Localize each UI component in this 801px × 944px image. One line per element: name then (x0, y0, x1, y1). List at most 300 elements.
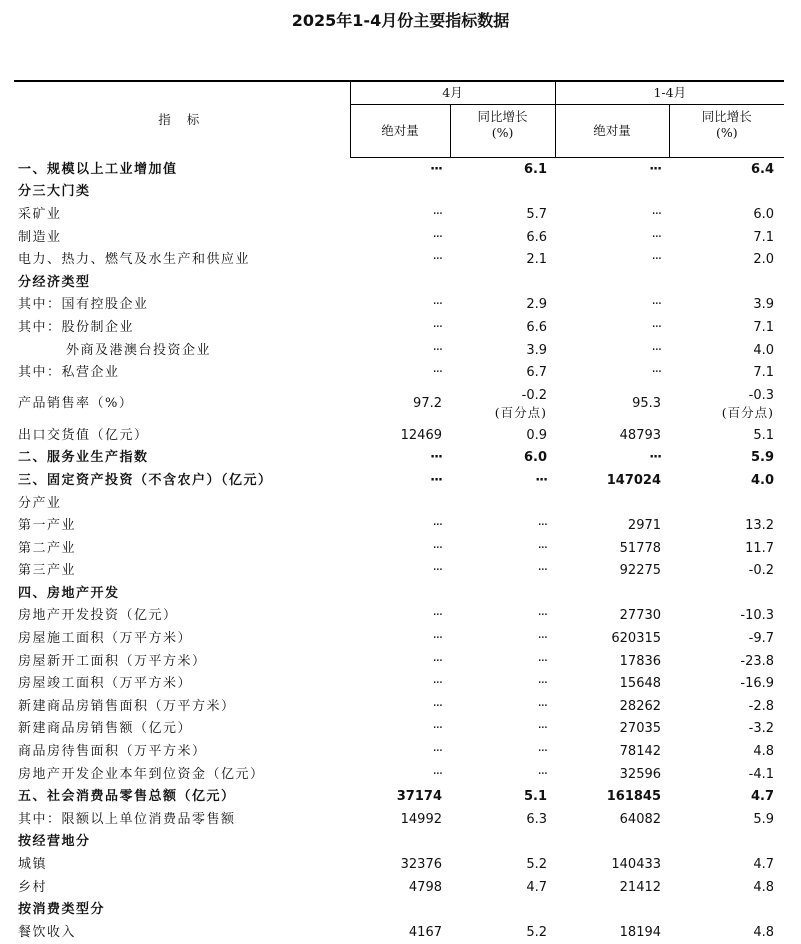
row-label: 第三产业 (18, 563, 77, 579)
header-april-absolute: 绝对量 (350, 105, 450, 158)
cell-value: 92275 (619, 563, 662, 579)
table-body (14, 158, 784, 944)
cell-april-yoy (450, 808, 555, 831)
cell-value: ··· (432, 676, 442, 692)
cell-value: ··· (432, 319, 442, 335)
cell-value: 3.9 (753, 297, 775, 313)
cell-april-absolute (350, 316, 450, 339)
row-label: 房屋竣工面积（万平方米） (18, 676, 193, 692)
table-row (14, 514, 784, 537)
cell-value: 15648 (619, 676, 662, 692)
cell-value: ··· (432, 518, 442, 534)
header-april-yoy-line1: 同比增长 (477, 109, 528, 124)
row-label: 第一产业 (18, 518, 77, 534)
cell-value: 4.0 (753, 342, 775, 358)
cell-value: 4.7 (526, 879, 548, 895)
cell-ytd-absolute (555, 514, 669, 537)
row-label: 其中：限额以上单位消费品零售额 (18, 811, 236, 827)
cell-ytd-yoy (669, 447, 784, 470)
table-row (14, 672, 784, 695)
row-label: 出口交货值（亿元） (18, 427, 149, 443)
cell-value: 2.1 (526, 252, 548, 268)
cell-ytd-absolute (555, 447, 669, 470)
table-row (14, 361, 784, 384)
table-row (14, 763, 784, 786)
cell-ytd-absolute (555, 361, 669, 384)
table-row (14, 158, 784, 181)
cell-ytd-yoy (669, 560, 784, 583)
cell-ytd-yoy (669, 339, 784, 362)
cell-april-yoy (450, 447, 555, 470)
cell-ytd-absolute (555, 763, 669, 786)
cell-value: ··· (432, 206, 442, 222)
cell-ytd-yoy (669, 718, 784, 741)
cell-ytd-yoy (669, 695, 784, 718)
cell-value: -0.3 (748, 387, 775, 403)
cell-april-absolute (350, 831, 450, 854)
cell-ytd-yoy (669, 808, 784, 831)
cell-value: ··· (432, 631, 442, 647)
cell-april-absolute (350, 158, 450, 181)
cell-value: ··· (537, 676, 548, 692)
cell-value: ··· (432, 563, 442, 579)
table-row (14, 384, 784, 424)
cell-value: 6.0 (523, 450, 548, 466)
cell-ytd-yoy (669, 316, 784, 339)
cell-april-yoy (450, 424, 555, 447)
cell-ytd-yoy (669, 921, 784, 944)
cell-ytd-yoy (669, 763, 784, 786)
cell-april-yoy (450, 831, 555, 854)
cell-ytd-yoy (669, 831, 784, 854)
cell-ytd-yoy (669, 785, 784, 808)
cell-april-absolute (350, 808, 450, 831)
cell-april-yoy (450, 469, 555, 492)
cell-value: 4.8 (753, 924, 775, 940)
cell-april-absolute (350, 650, 450, 673)
table-row (14, 740, 784, 763)
table-row (14, 695, 784, 718)
cell-april-yoy (450, 384, 555, 424)
header-period-april: 4月 (350, 81, 555, 105)
table-row (14, 424, 784, 447)
cell-value: ··· (651, 252, 662, 268)
row-label: 五、社会消费品零售总额（亿元） (18, 789, 236, 805)
cell-ytd-yoy (669, 605, 784, 628)
cell-april-yoy (450, 271, 555, 294)
cell-april-yoy (450, 650, 555, 673)
row-label: 制造业 (18, 229, 62, 245)
cell-april-yoy (450, 181, 555, 204)
cell-value: 5.9 (751, 450, 775, 466)
cell-value: 4.8 (753, 744, 775, 760)
cell-value: ··· (537, 766, 548, 782)
row-label: 一、规模以上工业增加值 (18, 161, 178, 177)
cell-value: 28262 (619, 698, 662, 714)
row-label: 新建商品房销售面积（万平方米） (18, 698, 236, 714)
row-label: 其中：国有控股企业 (18, 297, 149, 313)
cell-april-yoy (450, 203, 555, 226)
cell-value: 6.1 (523, 161, 548, 177)
row-label: 产品销售率（%） (18, 396, 134, 412)
cell-value: 620315 (611, 631, 662, 647)
cell-value: 64082 (619, 811, 662, 827)
cell-april-absolute (350, 226, 450, 249)
cell-value: 2.9 (526, 297, 548, 313)
header-april-yoy (450, 105, 555, 158)
cell-value: 12469 (400, 427, 442, 443)
cell-april-yoy (450, 339, 555, 362)
cell-april-yoy (450, 582, 555, 605)
cell-april-yoy (450, 361, 555, 384)
cell-value: ··· (430, 161, 442, 177)
cell-ytd-yoy (669, 740, 784, 763)
cell-value: 21412 (619, 879, 662, 895)
cell-ytd-yoy (669, 384, 784, 424)
cell-value: ··· (430, 450, 442, 466)
table-row (14, 718, 784, 741)
cell-value: 140433 (611, 857, 662, 873)
cell-april-absolute (350, 181, 450, 204)
cell-april-yoy (450, 853, 555, 876)
cell-ytd-absolute (555, 921, 669, 944)
cell-value: ··· (432, 342, 442, 358)
table-row (14, 876, 784, 899)
table-row (14, 294, 784, 317)
cell-value: 5.1 (523, 789, 548, 805)
row-label: 餐饮收入 (18, 924, 77, 940)
cell-ytd-yoy (669, 650, 784, 673)
cell-april-absolute (350, 582, 450, 605)
table-row (14, 248, 784, 271)
cell-april-yoy (450, 294, 555, 317)
cell-ytd-absolute (555, 424, 669, 447)
cell-april-absolute (350, 560, 450, 583)
row-label: 房地产开发投资（亿元） (18, 608, 178, 624)
cell-value: 4.8 (753, 879, 775, 895)
cell-april-absolute (350, 605, 450, 628)
table-row (14, 537, 784, 560)
cell-ytd-yoy (669, 627, 784, 650)
cell-april-absolute (350, 384, 450, 424)
cell-value: ··· (537, 698, 548, 714)
cell-april-absolute (350, 876, 450, 899)
cell-value: ··· (432, 540, 442, 556)
cell-april-yoy (450, 158, 555, 181)
row-label: 按消费类型分 (18, 902, 106, 918)
cell-ytd-yoy (669, 537, 784, 560)
row-label: 房屋施工面积（万平方米） (18, 631, 193, 647)
cell-value: 27730 (619, 608, 662, 624)
cell-value: ··· (651, 342, 662, 358)
cell-value: -9.7 (748, 631, 775, 647)
cell-april-yoy (450, 316, 555, 339)
cell-value: 48793 (619, 427, 662, 443)
cell-ytd-absolute (555, 294, 669, 317)
cell-ytd-absolute (555, 831, 669, 854)
row-label: 乡村 (18, 879, 48, 895)
row-label: 分产业 (18, 495, 62, 511)
cell-value: 6.6 (526, 229, 548, 245)
table-row (14, 226, 784, 249)
row-label: 新建商品房销售额（亿元） (18, 721, 193, 737)
cell-value: ··· (537, 744, 548, 760)
cell-ytd-absolute (555, 537, 669, 560)
cell-april-absolute (350, 492, 450, 515)
cell-value: -4.1 (748, 766, 775, 782)
row-label: 分经济类型 (18, 274, 91, 290)
cell-ytd-yoy (669, 582, 784, 605)
cell-value: 17836 (619, 653, 662, 669)
cell-april-absolute (350, 695, 450, 718)
row-label: 三、固定资产投资（不含农户）（亿元） (18, 472, 273, 488)
table-row (14, 181, 784, 204)
cell-april-yoy (450, 763, 555, 786)
cell-april-yoy (450, 605, 555, 628)
cell-april-yoy (450, 718, 555, 741)
cell-ytd-yoy (669, 492, 784, 515)
cell-value: 97.2 (413, 396, 442, 412)
table-row (14, 808, 784, 831)
cell-ytd-absolute (555, 605, 669, 628)
cell-ytd-absolute (555, 650, 669, 673)
cell-april-absolute (350, 763, 450, 786)
cell-value: ··· (537, 608, 548, 624)
cell-april-yoy (450, 492, 555, 515)
cell-value: ··· (537, 721, 548, 737)
cell-ytd-yoy (669, 469, 784, 492)
cell-value: 4798 (408, 879, 442, 895)
table-row (14, 469, 784, 492)
table-row (14, 492, 784, 515)
cell-ytd-absolute (555, 384, 669, 424)
cell-april-absolute (350, 424, 450, 447)
cell-value: 6.7 (526, 365, 548, 381)
row-label: 商品房待售面积（万平方米） (18, 744, 207, 760)
cell-value: 18194 (619, 924, 662, 940)
cell-ytd-yoy (669, 181, 784, 204)
cell-ytd-absolute (555, 492, 669, 515)
cell-value: 6.4 (751, 161, 775, 177)
row-label: 其中：股份制企业 (18, 319, 135, 335)
cell-value: 78142 (619, 744, 662, 760)
cell-value: 2.0 (753, 252, 775, 268)
table-row (14, 650, 784, 673)
cell-ytd-absolute (555, 560, 669, 583)
row-label: 四、房地产开发 (18, 585, 120, 601)
cell-value: ··· (432, 608, 442, 624)
cell-april-absolute (350, 514, 450, 537)
cell-april-absolute (350, 853, 450, 876)
cell-value: ··· (651, 206, 662, 222)
cell-value: 51778 (619, 540, 662, 556)
row-label: 其中：私营企业 (18, 365, 120, 381)
cell-april-absolute (350, 740, 450, 763)
cell-value: ··· (535, 472, 548, 488)
row-label: 外商及港澳台投资企业 (66, 342, 212, 358)
cell-april-yoy (450, 226, 555, 249)
cell-value: 147024 (606, 472, 662, 488)
cell-value: 4.0 (751, 472, 775, 488)
cell-april-absolute (350, 248, 450, 271)
table-row (14, 921, 784, 944)
cell-ytd-absolute (555, 248, 669, 271)
cell-value: 11.7 (745, 540, 775, 556)
cell-value: 6.6 (526, 319, 548, 335)
cell-value: 4167 (408, 924, 442, 940)
cell-value: ··· (432, 698, 442, 714)
cell-ytd-absolute (555, 808, 669, 831)
cell-value: 7.1 (753, 319, 775, 335)
cell-value: ··· (651, 319, 662, 335)
cell-ytd-yoy (669, 672, 784, 695)
cell-ytd-absolute (555, 226, 669, 249)
row-label: 城镇 (18, 857, 48, 873)
cell-april-yoy (450, 876, 555, 899)
cell-value: 5.2 (526, 924, 548, 940)
cell-value: ··· (432, 766, 442, 782)
cell-ytd-absolute (555, 898, 669, 921)
cell-ytd-yoy (669, 226, 784, 249)
cell-ytd-absolute (555, 695, 669, 718)
cell-value: ··· (649, 450, 662, 466)
cell-ytd-yoy (669, 876, 784, 899)
cell-value: 4.7 (751, 789, 775, 805)
cell-ytd-absolute (555, 316, 669, 339)
row-label: 第二产业 (18, 540, 77, 556)
cell-ytd-absolute (555, 853, 669, 876)
cell-april-yoy (450, 248, 555, 271)
cell-value: ··· (432, 653, 442, 669)
cell-value: -16.9 (740, 676, 775, 692)
cell-value: ··· (537, 653, 548, 669)
cell-april-absolute (350, 921, 450, 944)
cell-value: ··· (537, 563, 548, 579)
cell-value: 27035 (619, 721, 662, 737)
table-row (14, 582, 784, 605)
cell-value: 32596 (619, 766, 662, 782)
header-period-ytd: 1-4月 (555, 81, 784, 105)
cell-value: ··· (430, 472, 442, 488)
cell-value: 37174 (396, 789, 442, 805)
cell-april-absolute (350, 447, 450, 470)
table-header (14, 81, 784, 158)
cell-ytd-absolute (555, 158, 669, 181)
table-row (14, 831, 784, 854)
cell-value: ··· (537, 518, 548, 534)
cell-ytd-absolute (555, 271, 669, 294)
cell-ytd-absolute (555, 785, 669, 808)
cell-april-yoy (450, 785, 555, 808)
cell-ytd-absolute (555, 582, 669, 605)
cell-ytd-absolute (555, 740, 669, 763)
cell-april-yoy (450, 627, 555, 650)
table-row (14, 271, 784, 294)
indicators-table (14, 80, 784, 944)
page-title: 2025年1-4月份主要指标数据 (291, 11, 510, 30)
cell-ytd-yoy (669, 248, 784, 271)
cell-ytd-absolute (555, 203, 669, 226)
cell-ytd-yoy (669, 294, 784, 317)
cell-april-absolute (350, 898, 450, 921)
cell-value: ··· (651, 229, 662, 245)
cell-value: -2.8 (748, 698, 775, 714)
cell-value: 0.9 (526, 427, 548, 443)
cell-value: 6.3 (526, 811, 548, 827)
header-indicator: 指 标 (14, 81, 350, 158)
cell-april-absolute (350, 294, 450, 317)
cell-ytd-absolute (555, 339, 669, 362)
cell-value: 5.1 (753, 427, 775, 443)
header-april-yoy-line2: (%) (491, 125, 514, 140)
cell-april-absolute (350, 271, 450, 294)
cell-april-yoy (450, 672, 555, 695)
row-label: 电力、热力、燃气及水生产和供应业 (18, 252, 251, 268)
cell-value: 7.1 (753, 229, 775, 245)
table-row (14, 447, 784, 470)
table-row (14, 339, 784, 362)
cell-april-yoy (450, 921, 555, 944)
cell-value: 5.2 (526, 857, 548, 873)
table-row (14, 627, 784, 650)
header-ytd-absolute: 绝对量 (555, 105, 669, 158)
table-row (14, 853, 784, 876)
row-label: 房地产开发企业本年到位资金（亿元） (18, 766, 265, 782)
cell-value: ··· (432, 721, 442, 737)
header-ytd-yoy (669, 105, 784, 158)
cell-value: 4.7 (753, 857, 775, 873)
cell-value: ··· (649, 161, 662, 177)
cell-value: ··· (651, 365, 662, 381)
cell-ytd-absolute (555, 181, 669, 204)
cell-value: ··· (432, 229, 442, 245)
cell-ytd-absolute (555, 876, 669, 899)
cell-ytd-yoy (669, 514, 784, 537)
cell-april-absolute (350, 718, 450, 741)
cell-ytd-yoy (669, 203, 784, 226)
cell-unit-note: (百分点) (721, 404, 775, 420)
cell-value: -10.3 (740, 608, 775, 624)
row-label: 房屋新开工面积（万平方米） (18, 653, 207, 669)
cell-value: 3.9 (526, 342, 548, 358)
table-row (14, 898, 784, 921)
cell-value: ··· (432, 365, 442, 381)
cell-ytd-yoy (669, 361, 784, 384)
cell-april-absolute (350, 339, 450, 362)
cell-ytd-yoy (669, 898, 784, 921)
cell-value: 5.9 (753, 811, 775, 827)
cell-april-yoy (450, 537, 555, 560)
cell-value: 32376 (400, 857, 442, 873)
cell-value: ··· (651, 297, 662, 313)
cell-april-absolute (350, 469, 450, 492)
cell-unit-note: (百分点) (494, 404, 548, 420)
cell-april-absolute (350, 785, 450, 808)
cell-value: ··· (432, 744, 442, 760)
cell-value: -23.8 (740, 653, 775, 669)
cell-april-yoy (450, 898, 555, 921)
cell-value: -3.2 (748, 721, 775, 737)
cell-april-absolute (350, 537, 450, 560)
header-ytd-yoy-line2: (%) (715, 125, 738, 140)
cell-value: ··· (432, 297, 442, 313)
cell-april-yoy (450, 740, 555, 763)
cell-ytd-yoy (669, 158, 784, 181)
table-row (14, 785, 784, 808)
table-row (14, 203, 784, 226)
cell-value: 7.1 (753, 365, 775, 381)
cell-ytd-yoy (669, 424, 784, 447)
